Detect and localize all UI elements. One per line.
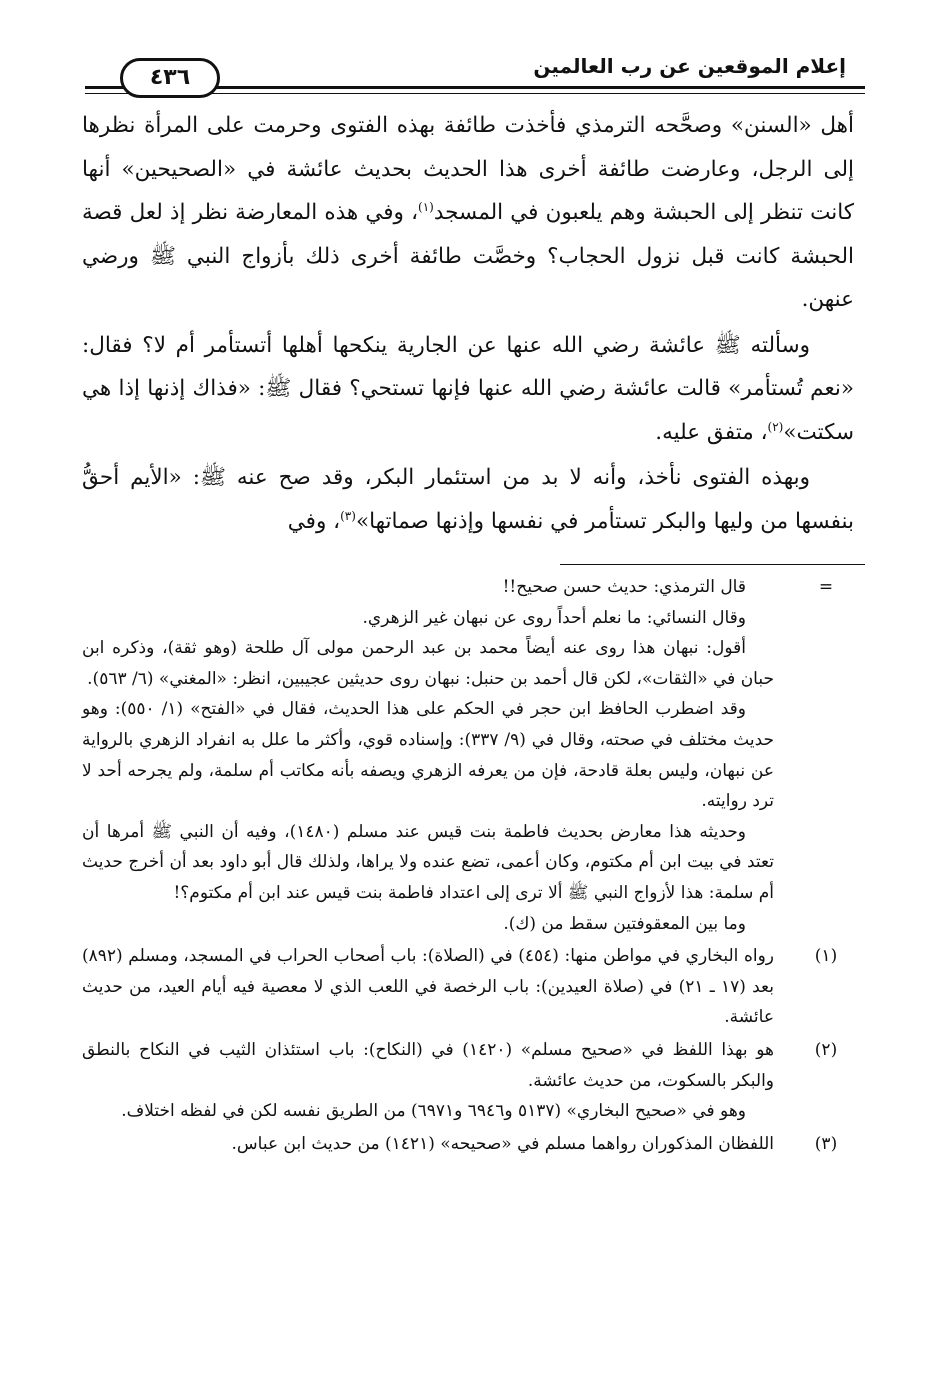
footnote-line: وحديثه هذا معارض بحديث فاطمة بنت قيس عند مسلم (١٤٨٠)، وفيه أن النبي ﷺ أمرها أن تعتد في بيت ابن أم مكتوم، وكان أعمى، تضع عنده ولا يراها، ولذلك قال أبو داود بعد أن أخرج حديث أم سلمة: هذا لأزواج النبي ﷺ ألا ترى إلى اعتداد فاطمة بنت قيس عند ابن أم مكتوم؟!	[82, 821, 774, 903]
footnote-separator	[560, 564, 865, 565]
footnote-1	[82, 941, 854, 1033]
footnote-line: وقد اضطرب الحافظ ابن حجر في الحكم على هذا الحديث، فقال في «الفتح» (١/ ٥٥٠): وهو حديث مختلف في صحته، وقال في (٩/ ٣٣٧): وإسناده قوي، وأكثر ما علل به انفراد الزهري بالرواية عن نبهان، وليس بعلة قادحة، فإن من يعرفه الزهري ويصفه بأنه مكاتب أم سلمة، ولم يجرحه أحد لا ترد روايته.	[82, 699, 774, 812]
footnote-1-marker: (١)	[814, 946, 838, 967]
footnote-line: قال الترمذي: حديث حسن صحيح!!	[502, 577, 746, 597]
footnote-ref-3: (٣)	[340, 508, 356, 523]
footnote-2-marker: (٢)	[814, 1039, 838, 1060]
footnote-line: وقال النسائي: ما نعلم أحداً روى عن نبهان غير الزهري.	[362, 607, 746, 628]
footnote-continuation	[82, 572, 854, 939]
footnote-2-text: هو بهذا اللفظ في «صحيح مسلم» (١٤٢٠) في (النكاح): باب استئذان الثيب في النكاح بالنطق والبكر بالسكوت، من حديث عائشة.	[82, 1039, 774, 1091]
paragraph-1	[82, 104, 854, 322]
paragraph-1-text: أهل «السنن» وصحَّحه الترمذي فأخذت طائفة بهذه الفتوى وحرمت على المرأة نظرها إلى الرجل، وعارضت طائفة أخرى هذا الحديث بحديث عائشة في «الصحيحين» أنها كانت تنظر إلى الحبشة وهم يلعبون في المسجد	[82, 113, 854, 225]
footnote-2-text-b: وهو في «صحيح البخاري» (٥١٣٧ و٦٩٤٦ و٦٩٧١) من الطريق نفسه لكن في لفظه اختلاف.	[121, 1101, 746, 1122]
footnote-3-marker: (٣)	[814, 1133, 838, 1154]
paragraph-3-tail: ، وفي	[287, 508, 341, 534]
footnote-ref-1: (١)	[418, 199, 434, 214]
page-number: ٤٣٦	[120, 58, 220, 98]
footnotes	[82, 572, 854, 1161]
footnote-3-text: اللفظان المذكوران رواهما مسلم في «صحيحه» (١٤٢١) من حديث ابن عباس.	[231, 1133, 774, 1154]
footnote-line: وما بين المعقوفتين سقط من (ك).	[503, 913, 746, 934]
footnote-3	[82, 1129, 854, 1160]
main-text	[82, 104, 854, 545]
running-title: إعلام الموقعين عن رب العالمين	[533, 54, 846, 78]
footnote-ref-2: (٢)	[767, 419, 784, 434]
paragraph-3-text: وبهذه الفتوى نأخذ، وأنه لا بد من استئمار البكر، وقد صح عنه ﷺ: «الأيم أحقُّ بنفسها من وليها والبكر تستأمر في نفسها وإذنها صماتها»	[82, 465, 854, 534]
footnote-line: أقول: نبهان هذا روى عنه أيضاً محمد بن عبد الرحمن مولى آل طلحة (وهو ثقة)، وذكره ابن حبان في «الثقات»، لكن قال أحمد بن حنبل: نبهان روى حديثين عجيبين، انظر: «المغني» (٦/ ٥٦٣).	[82, 638, 774, 689]
footnote-1-text: رواه البخاري في مواطن منها: (٤٥٤) في (الصلاة): باب أصحاب الحراب في المسجد، ومسلم (٨٩٢) بعد (١٧ ـ ٢١) في (صلاة العيدين): باب الرخصة في اللعب الذي لا معصية فيه أيام العيد، من حديث عائشة.	[82, 946, 774, 1028]
paragraph-2	[82, 324, 854, 455]
paragraph-2-tail: ، متفق عليه.	[655, 419, 768, 445]
continuation-marker: =	[818, 577, 834, 597]
footnote-2	[82, 1035, 854, 1127]
paragraph-1-tail: ، وفي هذه المعارضة نظر إذ لعل قصة الحبشة كانت قبل نزول الحجاب؟ وخصَّت طائفة أخرى ذلك بأزواج النبي ﷺ ورضي عنهن.	[82, 200, 854, 312]
paragraph-2-text: وسألته ﷺ عائشة رضي الله عنها عن الجارية ينكحها أهلها أتستأمر أم لا؟ فقال: «نعم تُستأمر» قالت عائشة رضي الله عنها فإنها تستحي؟ فقال ﷺ: «فذاك إذنها إذا هي سكتت»	[82, 332, 854, 445]
paragraph-3	[82, 456, 854, 543]
